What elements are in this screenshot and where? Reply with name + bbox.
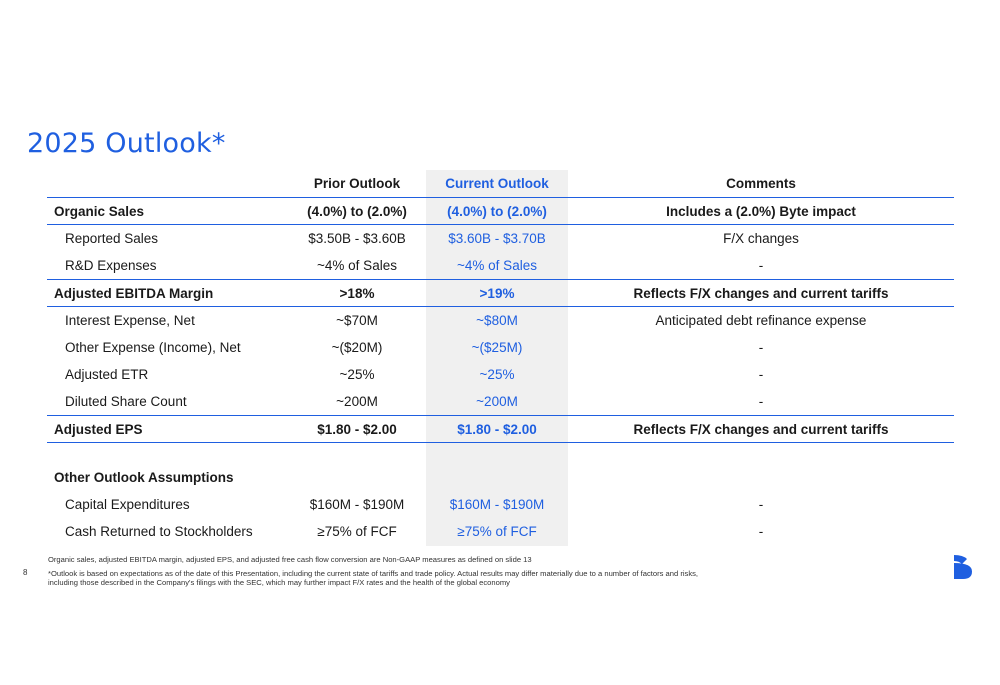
comment: F/X changes <box>723 231 799 246</box>
current-value: $1.80 - $2.00 <box>457 422 537 437</box>
table-row <box>47 491 954 518</box>
row-label: Adjusted EBITDA Margin <box>54 286 214 301</box>
page-number: 8 <box>23 568 28 577</box>
prior-value: ~25% <box>339 367 375 382</box>
table-row <box>47 225 954 252</box>
comment: - <box>758 394 764 409</box>
current-value: $160M - $190M <box>449 497 545 512</box>
current-value: ~25% <box>479 367 515 382</box>
divider <box>47 442 954 443</box>
table-row <box>47 280 954 307</box>
prior-value: (4.0%) to (2.0%) <box>307 204 407 219</box>
row-label: R&D Expenses <box>65 258 157 273</box>
prior-value: >18% <box>339 286 375 301</box>
comment: Includes a (2.0%) Byte impact <box>666 204 856 219</box>
row-label: Cash Returned to Stockholders <box>65 524 253 539</box>
prior-value: ~200M <box>336 394 378 409</box>
assumptions-heading-row <box>47 464 954 491</box>
current-value: >19% <box>479 286 515 301</box>
prior-value: ≥75% of FCF <box>317 524 397 539</box>
comment: - <box>758 367 764 382</box>
current-outlook-header: Current Outlook <box>445 176 549 191</box>
brand-logo-icon <box>952 554 974 580</box>
prior-outlook-header: Prior Outlook <box>313 176 401 191</box>
current-value: ~$80M <box>476 313 518 328</box>
row-label: Diluted Share Count <box>65 394 187 409</box>
comment: - <box>758 340 764 355</box>
comment: - <box>758 497 764 512</box>
row-label: Interest Expense, Net <box>65 313 195 328</box>
table-row <box>47 361 954 388</box>
row-label: Reported Sales <box>65 231 159 246</box>
row-label: Organic Sales <box>54 204 145 219</box>
current-value: (4.0%) to (2.0%) <box>447 204 547 219</box>
current-value: ~200M <box>476 394 518 409</box>
comment: - <box>758 258 764 273</box>
comment: Reflects F/X changes and current tariffs <box>633 422 889 437</box>
prior-value: ~$70M <box>336 313 378 328</box>
row-label: Other Expense (Income), Net <box>65 340 241 355</box>
table-header <box>47 170 954 197</box>
footnote-non-gaap: Organic sales, adjusted EBITDA margin, adjusted EPS, and adjusted free cash flow conversion are Non-GAAP measures as defined on slide 13 <box>48 555 532 564</box>
comment: Anticipated debt refinance expense <box>655 313 867 328</box>
table-row <box>47 416 954 443</box>
row-label: Adjusted ETR <box>65 367 149 382</box>
table-row <box>47 252 954 279</box>
row-label: Capital Expenditures <box>65 497 190 512</box>
assumptions-heading: Other Outlook Assumptions <box>54 470 234 485</box>
table-row <box>47 307 954 334</box>
prior-value: $1.80 - $2.00 <box>317 422 397 437</box>
footnote-outlook-line2: including those described in the Company's filings with the SEC, which may further impact F/X rates and the health of the global economy <box>48 578 510 587</box>
comment: - <box>758 524 764 539</box>
current-value: $3.60B - $3.70B <box>448 231 546 246</box>
current-value: ~4% of Sales <box>457 258 537 273</box>
table-row <box>47 388 954 415</box>
table-row <box>47 198 954 225</box>
prior-value: ~($20M) <box>331 340 383 355</box>
current-value: ≥75% of FCF <box>457 524 537 539</box>
table-row <box>47 334 954 361</box>
prior-value: ~4% of Sales <box>317 258 397 273</box>
row-label: Adjusted EPS <box>54 422 143 437</box>
current-value: ~($25M) <box>471 340 523 355</box>
comment: Reflects F/X changes and current tariffs <box>633 286 889 301</box>
prior-value: $160M - $190M <box>309 497 405 512</box>
page-title: 2025 Outlook* <box>27 128 226 159</box>
comments-header: Comments <box>726 176 796 191</box>
prior-value: $3.50B - $3.60B <box>308 231 406 246</box>
table-row <box>47 518 954 545</box>
footnote-outlook-line1: *Outlook is based on expectations as of the date of this Presentation, including the current state of tariffs and trade policy. Actual results may differ materially due to a number of factors and risks, <box>48 569 699 578</box>
